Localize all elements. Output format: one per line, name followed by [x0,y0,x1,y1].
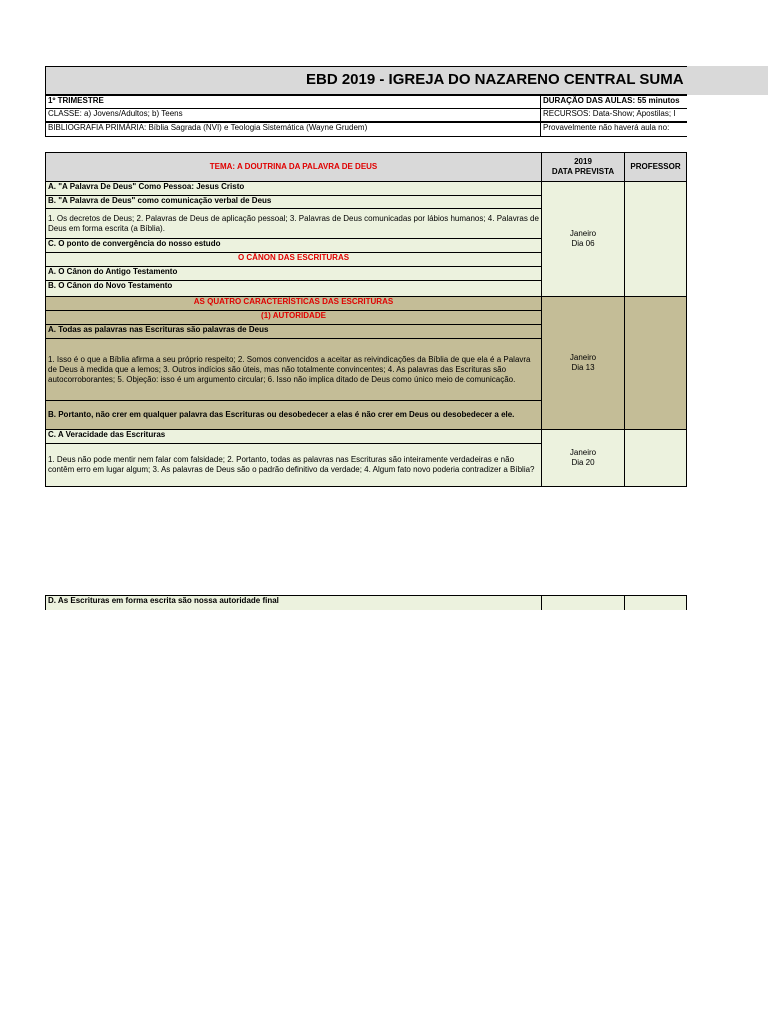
clip-edge [687,66,768,95]
professor-cell-1 [624,181,687,297]
row-a: A. "A Palavra De Deus" Como Pessoa: Jesus Cristo [45,181,542,196]
date-cell-3 [541,429,625,487]
date-header [541,152,625,182]
tema-header: TEMA: A DOUTRINA DA PALAVRA DE DEUS [45,152,542,182]
date-3-day: Dia 20 [571,458,595,467]
date-header-year: 2019 [574,157,592,166]
date-2-month: Janeiro [569,353,597,362]
date-2-day: Dia 13 [571,363,595,372]
auth-a-detail: 1. Isso é o que a Bíblia afirma a seu próprio respeito; 2. Somos convencidos a aceitar as reivindicações da Bíblia de que ela é a Palavra de Deus à medida que a lemos; 3. Outros indícios são úteis, mas não totalmente convincentes; 4. As palavras das Escrituras são autocorroborantes; 5. Objeção: isso é um argumento circular; 6. Isso não implica ditado de Deus como único meio de comunicação. [45,338,542,401]
auth-d: D. As Escrituras em forma escrita são nossa autoridade final [45,595,542,610]
date-cell-1 [541,181,625,297]
classe-label: CLASSE: a) Jovens/Adultos; b) Teens [45,108,541,122]
canon-a: A. O Cânon do Antigo Testamento [45,266,542,281]
trimestre-label: 1º TRIMESTRE [45,95,541,109]
row-b: B. "A Palavra de Deus" como comunicação verbal de Deus [45,195,542,209]
bibliografia-label: BIBLIOGRAFIA PRIMÁRIA: Bíblia Sagrada (NVI) e Teologia Sistemática (Wayne Grudem) [45,122,541,137]
professor-header: PROFESSOR [624,152,687,182]
auth-c: C. A Veracidade das Escrituras [45,429,542,444]
professor-cell-2 [624,296,687,430]
autoridade-title: (1) AUTORIDADE [45,310,542,325]
recursos-label: RECURSOS: Data-Show; Apostilas; I [540,108,687,122]
page-title: EBD 2019 - IGREJA DO NAZARENO CENTRAL SUMA [306,71,684,88]
canon-title: O CÂNON DAS ESCRITURAS [45,252,542,267]
date-cell-4 [541,595,625,610]
auth-a: A. Todas as palavras nas Escrituras são palavras de Deus [45,324,542,339]
date-cell-2 [541,296,625,430]
row-c: C. O ponto de convergência do nosso estudo [45,238,542,253]
row-b-detail: 1. Os decretos de Deus; 2. Palavras de Deus de aplicação pessoal; 3. Palavras de Deus comunicadas por lábios humanos; 4. Palavras de Deus em forma escrita (a Bíblia). [45,208,542,239]
quatro-title: AS QUATRO CARACTERÍSTICAS DAS ESCRITURAS [45,296,542,311]
duracao-label: DURAÇÃO DAS AULAS: 55 minutos [540,95,687,109]
auth-c-detail: 1. Deus não pode mentir nem falar com falsidade; 2. Portanto, todas as palavras nas Escrituras são inteiramente verdadeiras e não contêm erro em lugar algum; 3. As palavras de Deus são o padrão definitivo da verdade; 4. Algum fato novo poderia contradizer a Bíblia? [45,443,542,487]
professor-cell-3 [624,429,687,487]
date-header-label: DATA PREVISTA [551,167,615,176]
professor-cell-4 [624,595,687,610]
date-3-month: Janeiro [569,448,597,457]
auth-b: B. Portanto, não crer em qualquer palavra das Escrituras ou desobedecer a elas é não crer em Deus ou desobedecer a ele. [45,400,542,430]
date-1-day: Dia 06 [571,239,595,248]
observacao-label: Provavelmente não haverá aula no: [540,122,687,137]
canon-b: B. O Cânon do Novo Testamento [45,280,542,297]
date-1-month: Janeiro [569,229,597,238]
